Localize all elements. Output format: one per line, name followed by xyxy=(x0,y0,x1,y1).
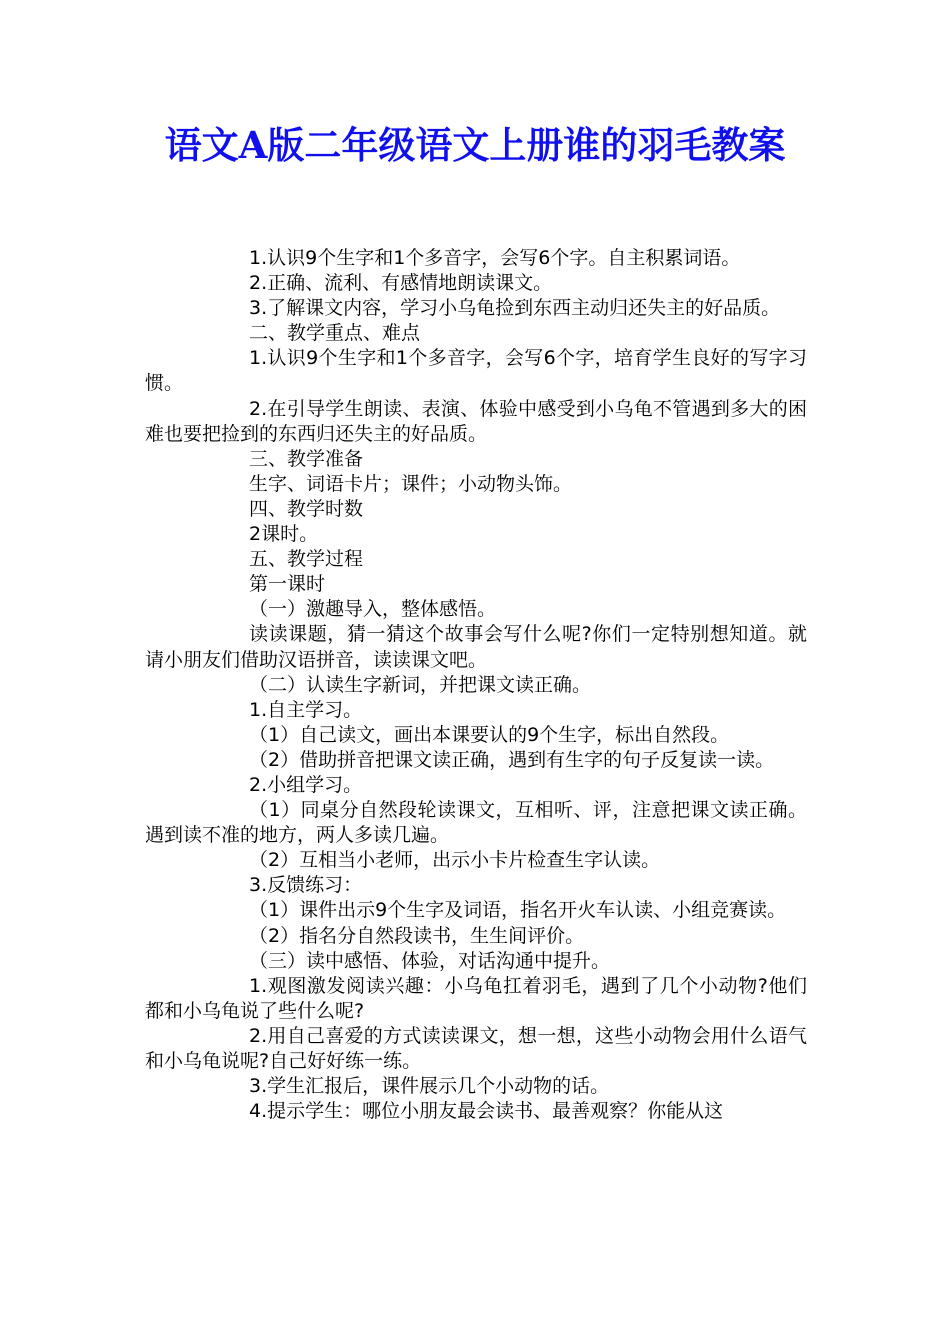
paragraph: （1）同桌分自然段轮读课文，互相听、评，注意把课文读正确。遇到读不准的地方，两人多读几遍。 xyxy=(145,799,807,847)
paragraph: 1.认识9个生字和1个多音字，会写6个字。自主积累词语。 xyxy=(249,247,741,269)
section-heading: 四、教学时数 xyxy=(249,497,364,520)
paragraph: 2.用自己喜爱的方式读读课文，想一想，这些小动物会用什么语气和小乌龟说呢?自己好好练一练。 xyxy=(145,1024,807,1072)
paragraph: 4.提示学生：哪位小朋友最会读书、最善观察？你能从这 xyxy=(249,1100,724,1123)
document-body xyxy=(145,246,807,1124)
paragraph: 1.认识9个生字和1个多音字，会写6个字，培育学生良好的写字习惯。 xyxy=(145,347,807,395)
paragraph: 读读课题，猜一猜这个故事会写什么呢?你们一定特别想知道。就请小朋友们借助汉语拼音，读读课文吧。 xyxy=(145,623,807,671)
subsection-heading: （二）认读生字新词，并把课文读正确。 xyxy=(249,673,592,696)
paragraph: 2.小组学习。 xyxy=(249,773,363,796)
paragraph: 2.正确、流利、有感情地朗读课文。 xyxy=(249,272,553,295)
paragraph: 3.反馈练习： xyxy=(249,874,363,897)
document-title: 语文A版二年级语文上册谁的羽毛教案 xyxy=(164,123,786,167)
paragraph: 2课时。 xyxy=(249,523,319,546)
paragraph: （1）自己读文，画出本课要认的9个生字，标出自然段。 xyxy=(249,723,730,746)
paragraph: （2）互相当小老师，出示小卡片检查生字认读。 xyxy=(249,849,661,872)
paragraph: 生字、词语卡片；课件；小动物头饰。 xyxy=(249,472,573,495)
paragraph: 3.了解课文内容，学习小乌龟捡到东西主动归还失主的好品质。 xyxy=(249,297,781,320)
paragraph: （1）课件出示9个生字及词语，指名开火车认读、小组竞赛读。 xyxy=(249,899,787,922)
paragraph: 1.自主学习。 xyxy=(249,698,363,721)
subsection-heading: 第一课时 xyxy=(249,573,326,596)
section-heading: 三、教学准备 xyxy=(249,447,364,470)
subsection-heading: （一）激趣导入，整体感悟。 xyxy=(249,598,497,621)
paragraph: （2）借助拼音把课文读正确，遇到有生字的句子反复读一读。 xyxy=(249,748,775,771)
paragraph: 2.在引导学生朗读、表演、体验中感受到小乌龟不管遇到多大的困难也要把捡到的东西归还失主的好品质。 xyxy=(145,397,807,445)
subsection-heading: （三）读中感悟、体验，对话沟通中提升。 xyxy=(249,949,611,972)
section-heading: 五、教学过程 xyxy=(249,548,364,571)
section-heading: 二、教学重点、难点 xyxy=(249,322,421,345)
paragraph: 1.观图激发阅读兴趣：小乌龟扛着羽毛，遇到了几个小动物?他们都和小乌龟说了些什么呢? xyxy=(145,974,807,1022)
paragraph: 3.学生汇报后，课件展示几个小动物的话。 xyxy=(249,1075,610,1098)
paragraph: （2）指名分自然段读书，生生间评价。 xyxy=(249,924,585,947)
